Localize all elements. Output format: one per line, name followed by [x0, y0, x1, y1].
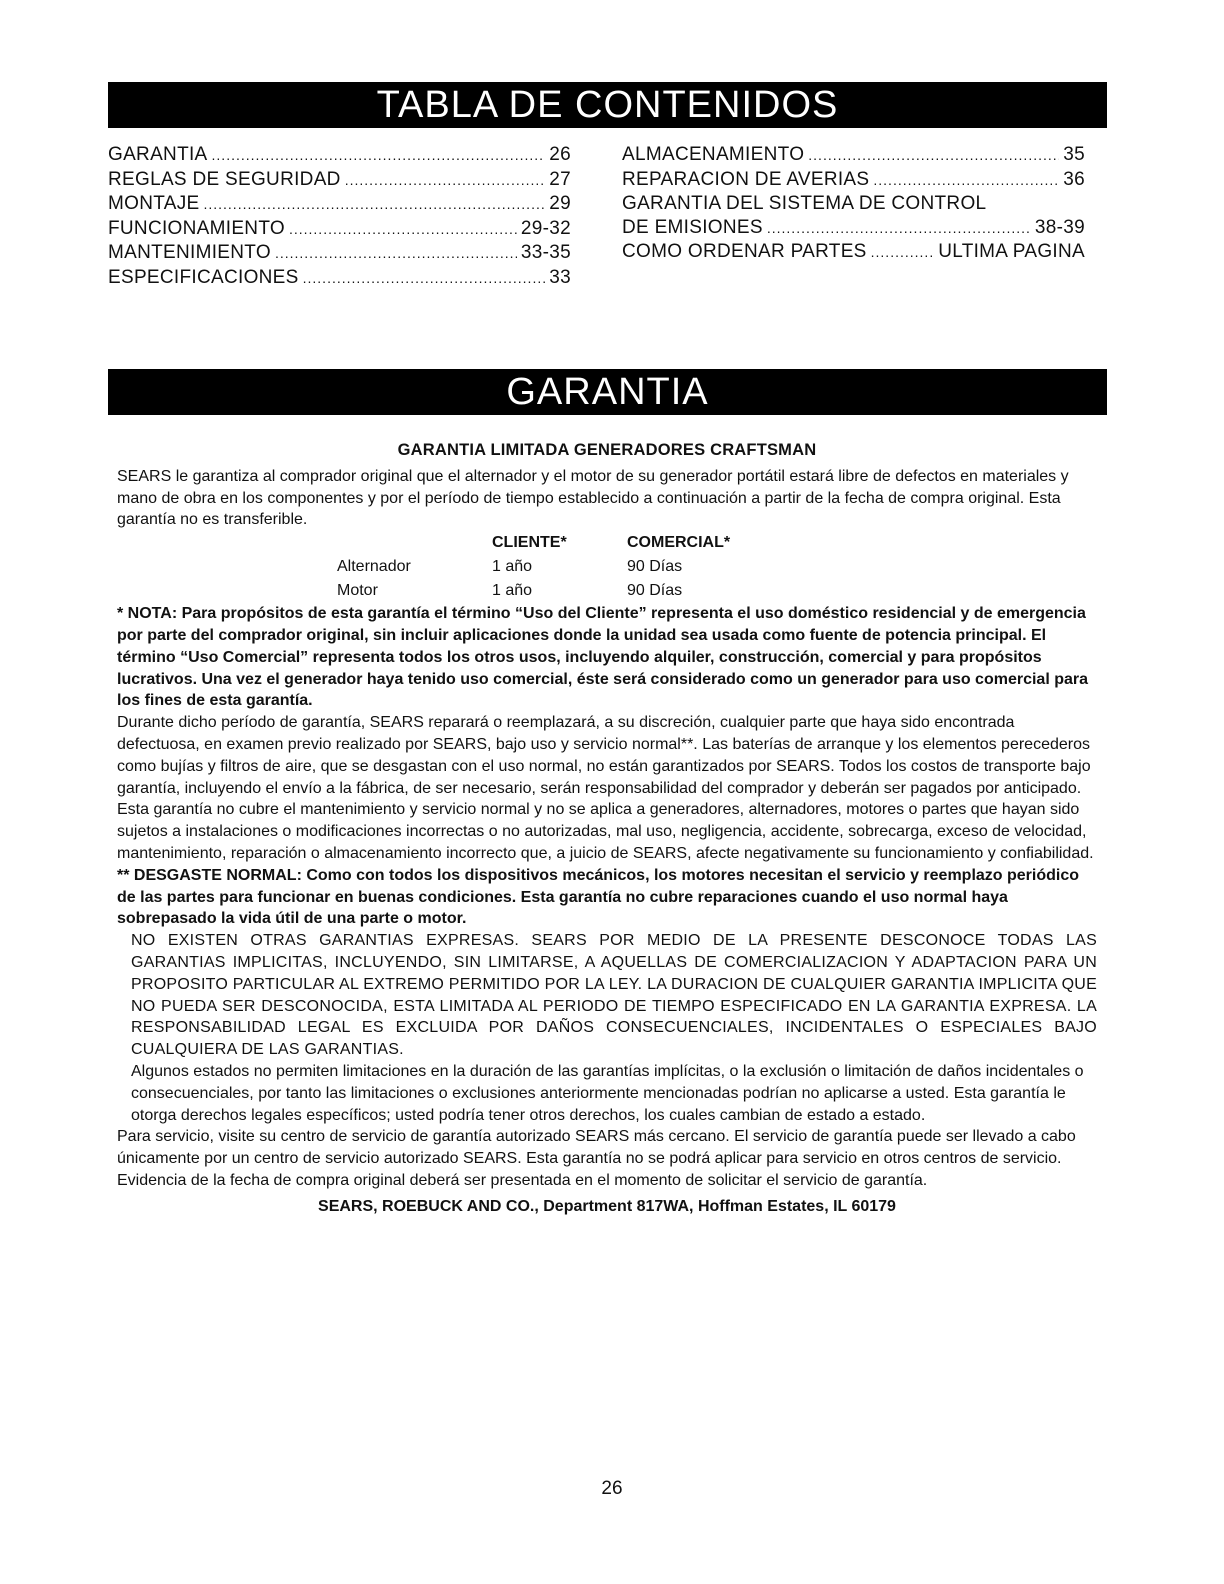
toc-entry — [108, 192, 571, 217]
toc-leader-dots — [275, 242, 517, 266]
toc-right-column — [622, 143, 1085, 265]
toc-title-banner: TABLA DE CONTENIDOS — [108, 82, 1107, 128]
toc-leader-dots — [808, 144, 1059, 168]
normal-wear-note: ** DESGASTE NORMAL: Como con todos los dispositivos mecánicos, los motores necesitan el servicio y reemplazo periódico de las partes para funcionar en buenas condiciones. Esta garantía no cubre reparaciones cuando el uso normal haya sobrepasado la vida útil de una parte o motor. — [117, 866, 1080, 928]
toc-entry — [108, 168, 571, 193]
toc-entry-label: REGLAS DE SEGURIDAD — [108, 168, 341, 190]
coverage-cliente-term: 1 año — [492, 558, 533, 576]
coverage-part: Alternador — [337, 558, 411, 576]
toc-entry-page: 33-35 — [520, 242, 571, 263]
toc-entry-label: ALMACENAMIENTO — [622, 144, 805, 165]
toc-leader-dots — [767, 217, 1031, 241]
coverage-header-blank — [337, 531, 492, 555]
toc-left-column — [108, 143, 571, 290]
toc-entry-label: REPARACION DE AVERIAS — [622, 168, 870, 190]
warranty-title-banner: GARANTIA — [108, 369, 1107, 415]
toc-leader-dots — [289, 218, 517, 242]
coverage-comercial-term: 90 Días — [627, 582, 683, 600]
toc-leader-dots — [203, 193, 545, 217]
toc-entry-page: 27 — [549, 168, 571, 190]
warranty-note: * NOTA: Para propósitos de esta garantía el término “Uso del Cliente” representa el uso doméstico residencial y de emergencia por parte del comprador original, sin incluir aplicaciones donde la unidad sea usada como fuente de potencia principal. El término “Uso Comercial” representa todos los otros usos, incluyendo alquiler, construcción, comercial y para propósitos lucrativos. Una vez el generador haya tenido uso comercial, éste será considerado como un generador para uso comercial para los fines de esta garantía. — [117, 605, 1089, 710]
warranty-disclaimer: NO EXISTEN OTRAS GARANTIAS EXPRESAS. SEARS POR MEDIO DE LA PRESENTE DESCONOCE TODAS LAS GARANTIAS IMPLICITAS, INCLUYENDO, SIN LIMITARSE, A AQUELLAS DE COMERCIALIZACION Y ADAPTACION PARA UN PROPOSITO PARTICULAR AL EXTREMO PERMITIDO POR LA LEY. LA DURACION DE CUALQUIER GARANTIA IMPLICITA QUE NO PUEDA SER DESCONOCIDA, ESTA LIMITADA AL PERIODO DE TIEMPO ESPECIFICADO EN LA GARANTIA EXPRESA. LA RESPONSABILIDAD LEGAL ES EXCLUIDA POR DAÑOS CONSECUENCIALES, INCIDENTALES O ESPECIALES BAJO CUALQUIERA DE LAS GARANTIAS. — [131, 932, 1097, 1059]
coverage-comercial-term: 90 Días — [627, 558, 683, 576]
coverage-part: Motor — [337, 582, 378, 600]
toc-entry-page: 29-32 — [520, 217, 571, 239]
toc-entry — [622, 240, 1085, 265]
toc-entry-page: 33 — [549, 266, 571, 288]
toc-entry — [108, 266, 571, 291]
toc-entry-label: MONTAJE — [108, 193, 200, 214]
toc-entry-page: ULTIMA PAGINA — [938, 241, 1085, 262]
toc-entry-label: COMO ORDENAR PARTES — [622, 241, 867, 262]
toc-leader-dots — [871, 241, 935, 265]
service-instructions: Para servicio, visite su centro de servicio de garantía autorizado SEARS más cercano. El servicio de garantía puede ser llevado a cabo únicamente por un centro de servicio autorizado SEARS. Esta garantía no se podrá aplicar para servicio en otros centros de servicio. Evidencia de la fecha de compra original deberá ser presentada en el momento de solicitar el servicio de garantía. — [117, 1128, 1076, 1189]
toc-leader-dots — [303, 267, 546, 291]
coverage-header-cliente: CLIENTE* — [492, 534, 567, 552]
page-number: 26 — [601, 1478, 623, 1499]
toc-entry-label: GARANTIA — [108, 144, 208, 165]
toc-entry-page: 36 — [1063, 168, 1085, 190]
toc-entry — [622, 216, 1085, 241]
coverage-cliente-term: 1 año — [492, 582, 533, 600]
coverage-header-comercial: COMERCIAL* — [627, 534, 731, 552]
toc-entry-heading-line — [622, 192, 1085, 216]
toc-leader-dots — [345, 169, 546, 193]
toc-entry-label: FUNCIONAMIENTO — [108, 217, 285, 239]
warranty-period-text: Durante dicho período de garantía, SEARS reparará o reemplazará, a su discreción, cualquier parte que haya sido encontrada defectuosa, en examen previo realizado por SEARS, bajo uso y servicio normal**. Las baterías de arranque y los elementos perecederos como bujías y filtros de aire, que se desgastan con el uso normal, no están garantizados por SEARS. Todos los costos de transporte bajo garantía, incluyendo el envío a la fábrica, de ser necesario, serán responsabilidad del comprador y deberán ser pagados por anticipado. Esta garantía no cubre el mantenimiento y servicio normal y no se aplica a generadores, alternadores, motores o partes que hayan sido sujetos a instalaciones o modificaciones incorrectas o no autorizadas, mal uso, negligencia, accidente, sobrecarga, exceso de velocidad, mantenimiento, reparación o almacenamiento incorrecto que, a juicio de SEARS, afecte negativamente su funcionamiento y confiabilidad. — [117, 714, 1094, 862]
coverage-table — [337, 531, 787, 603]
toc-entry — [622, 143, 1085, 168]
toc-entry-label: MANTENIMIENTO — [108, 242, 271, 263]
toc-entry-label: DE EMISIONES — [622, 216, 763, 238]
toc-entry-label: ESPECIFICACIONES — [108, 266, 299, 288]
sears-address: SEARS, ROEBUCK AND CO., Department 817WA, Hoffman Estates, IL 60179 — [318, 1197, 896, 1215]
warranty-subtitle: GARANTIA LIMITADA GENERADORES CRAFTSMAN — [397, 441, 817, 459]
toc-entry — [108, 143, 571, 168]
table-row — [337, 579, 787, 603]
coverage-table-header — [337, 531, 787, 555]
toc-entry-page: 38-39 — [1034, 216, 1085, 238]
toc-entry-page: 35 — [1063, 144, 1085, 165]
toc-leader-dots — [873, 169, 1059, 193]
table-row — [337, 555, 787, 579]
toc-entry — [108, 241, 571, 266]
toc-leader-dots — [212, 144, 546, 168]
toc-entry-page: 29 — [549, 193, 571, 214]
toc-entry-label: GARANTIA DEL SISTEMA DE CONTROL — [622, 193, 987, 214]
toc-entry-page: 26 — [549, 144, 571, 165]
toc-entry — [622, 168, 1085, 193]
warranty-section — [117, 440, 1097, 1218]
toc-entry — [108, 217, 571, 242]
state-rights-text: Algunos estados no permiten limitaciones en la duración de las garantías implícitas, o la exclusión o limitación de daños incidentales o consecuenciales, por tanto las limitaciones o exclusiones anteriormente mencionadas podrían no aplicarse a usted. Esta garantía le otorga derechos legales específicos; usted podría tener otros derechos, los cuales cambian de estado a estado. — [131, 1062, 1084, 1124]
warranty-intro: SEARS le garantiza al comprador original que el alternador y el motor de su generador portátil estará libre de defectos en materiales y mano de obra en los componentes y por el período de tiempo establecido a continuación a partir de la fecha de compra original. Esta garantía no es transferible. — [117, 467, 1069, 529]
